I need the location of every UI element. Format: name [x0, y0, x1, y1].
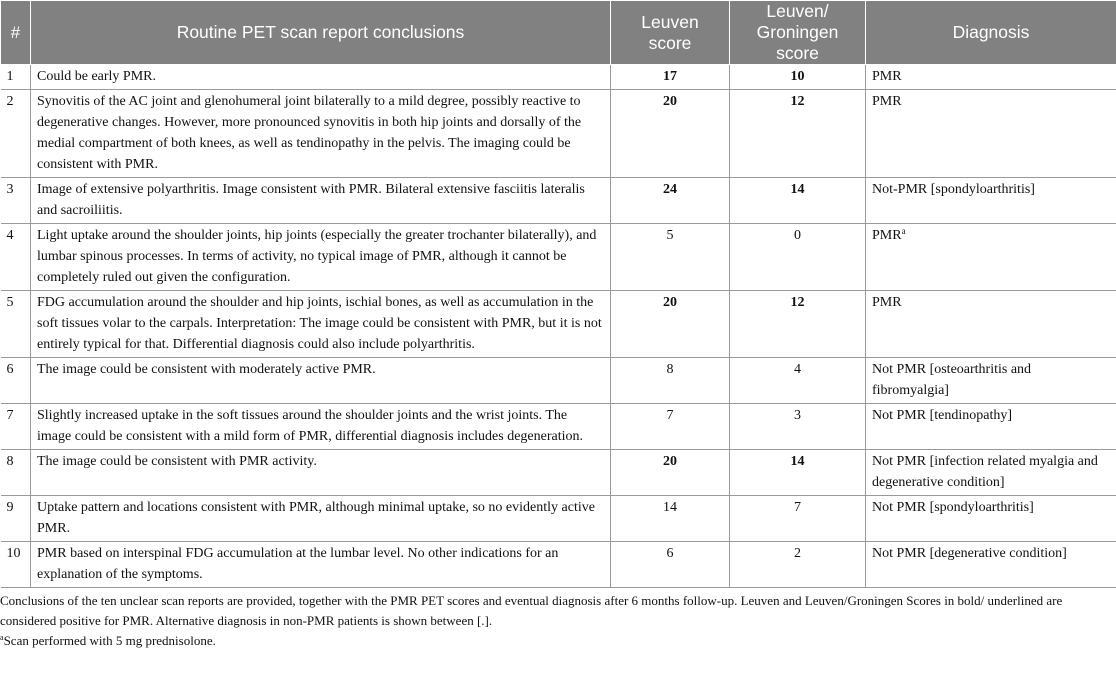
leuven-groningen-score: 10: [730, 65, 866, 90]
report-conclusion: Image of extensive polyarthritis. Image consistent with PMR. Bilateral extensive fasciitis lateralis and sacroiliitis.: [31, 178, 611, 224]
header-lg-line1: Leuven/: [766, 1, 829, 21]
leuven-groningen-score: 0: [730, 224, 866, 291]
report-conclusion: Uptake pattern and locations consistent with PMR, although minimal uptake, so no evidently active PMR.: [31, 496, 611, 542]
footnote-mark: a: [0, 633, 4, 642]
report-conclusion: Could be early PMR.: [31, 65, 611, 90]
diagnosis: [866, 358, 1116, 404]
leuven-score: 5: [611, 224, 730, 291]
diagnosis: [866, 224, 1116, 291]
diagnosis: [866, 65, 1116, 90]
row-number: 7: [1, 404, 31, 450]
row-number: 4: [1, 224, 31, 291]
leuven-groningen-score: 14: [730, 178, 866, 224]
leuven-score: 8: [611, 358, 730, 404]
diagnosis-text: Not PMR [degenerative condition]: [872, 546, 1067, 561]
table-row: [1, 496, 1116, 542]
row-number: 9: [1, 496, 31, 542]
leuven-groningen-score: 12: [730, 90, 866, 178]
report-conclusion: The image could be consistent with PMR activity.: [31, 450, 611, 496]
leuven-score: 17: [611, 65, 730, 90]
header-leuven-score: [611, 1, 730, 65]
report-conclusion: The image could be consistent with moderately active PMR.: [31, 358, 611, 404]
diagnosis-text: Not PMR [tendinopathy]: [872, 408, 1012, 423]
leuven-score: 14: [611, 496, 730, 542]
table-caption: Conclusions of the ten unclear scan reports are provided, together with the PMR PET scores and eventual diagnosis after 6 months follow-up. Leuven and Leuven/Groningen Scores in bold/ underlined are considered positive for PMR. Alternative diagnosis in non-PMR patients is shown between [.].: [0, 593, 1063, 628]
table-row: [1, 224, 1116, 291]
table-row: [1, 542, 1116, 588]
report-conclusion: Synovitis of the AC joint and glenohumeral joint bilaterally to a mild degree, possibly reactive to degenerative changes. However, more pronounced synovitis in both hip joints and dorsally of the medial compartment of both knees, as well as tendinopathy in the pelvis. The imaging could be consistent with PMR.: [31, 90, 611, 178]
diagnosis-text: PMR: [872, 228, 902, 243]
footnote-text: Scan performed with 5 mg prednisolone.: [3, 633, 216, 648]
table-row: [1, 291, 1116, 358]
header-leuven-line1: Leuven: [641, 11, 699, 32]
leuven-score: 7: [611, 404, 730, 450]
header-index: #: [1, 1, 31, 65]
row-number: 1: [1, 65, 31, 90]
table-row: [1, 358, 1116, 404]
diagnosis-text: Not PMR [osteoarthritis and fibromyalgia]: [872, 362, 1032, 398]
header-conclusion: Routine PET scan report conclusions: [31, 1, 611, 65]
diagnosis: [866, 90, 1116, 178]
table-body: [1, 65, 1116, 588]
leuven-score: 24: [611, 178, 730, 224]
header-diagnosis: Diagnosis: [866, 1, 1116, 65]
row-number: 5: [1, 291, 31, 358]
row-number: 10: [1, 542, 31, 588]
diagnosis-text: Not-PMR [spondyloarthritis]: [872, 182, 1035, 197]
leuven-groningen-score: 2: [730, 542, 866, 588]
diagnosis-text: Not PMR [spondyloarthritis]: [872, 500, 1034, 515]
table-header-row: [1, 1, 1116, 65]
table-footnote: [0, 631, 1116, 651]
table-row: [1, 178, 1116, 224]
table-row: [1, 404, 1116, 450]
diagnosis-text: PMR: [872, 295, 902, 310]
table-row: [1, 65, 1116, 90]
diagnosis: [866, 291, 1116, 358]
leuven-score: 20: [611, 450, 730, 496]
diagnosis: [866, 542, 1116, 588]
leuven-groningen-score: 12: [730, 291, 866, 358]
leuven-groningen-score: 3: [730, 404, 866, 450]
diagnosis-text: Not PMR [infection related myalgia and degenerative condition]: [872, 454, 1098, 490]
table-row: [1, 90, 1116, 178]
leuven-groningen-score: 4: [730, 358, 866, 404]
table-row: [1, 450, 1116, 496]
report-conclusion: Light uptake around the shoulder joints, hip joints (especially the greater trochanter bilaterally), and lumbar spinous processes. In terms of activity, no typical image of PMR, although it cannot be completely ruled out given the configuration.: [31, 224, 611, 291]
header-leuven-line2: score: [648, 32, 692, 53]
diagnosis: [866, 178, 1116, 224]
diagnosis-text: PMR: [872, 94, 902, 109]
leuven-score: 20: [611, 291, 730, 358]
diagnosis: [866, 496, 1116, 542]
header-lg-line2: Groningen score: [756, 22, 839, 63]
diagnosis-text: PMR: [872, 69, 902, 84]
report-conclusion: PMR based on interspinal FDG accumulation at the lumbar level. No other indications for an explanation of the symptoms.: [31, 542, 611, 588]
row-number: 6: [1, 358, 31, 404]
table-notes: [0, 588, 1116, 651]
header-leuven-groningen-score: [730, 1, 866, 65]
row-number: 3: [1, 178, 31, 224]
report-conclusion: Slightly increased uptake in the soft tissues around the shoulder joints and the wrist joints. The image could be consistent with a mild form of PMR, differential diagnosis includes degeneration.: [31, 404, 611, 450]
diagnosis: [866, 404, 1116, 450]
leuven-groningen-score: 14: [730, 450, 866, 496]
footnote-reference: a: [901, 226, 906, 236]
leuven-score: 20: [611, 90, 730, 178]
diagnosis: [866, 450, 1116, 496]
row-number: 8: [1, 450, 31, 496]
row-number: 2: [1, 90, 31, 178]
leuven-score: 6: [611, 542, 730, 588]
leuven-groningen-score: 7: [730, 496, 866, 542]
report-conclusion: FDG accumulation around the shoulder and hip joints, ischial bones, as well as accumulation in the soft tissues volar to the carpals. Interpretation: The image could be consistent with PMR, but it is not entirely typical for that. Differential diagnosis could also include polyarthritis.: [31, 291, 611, 358]
